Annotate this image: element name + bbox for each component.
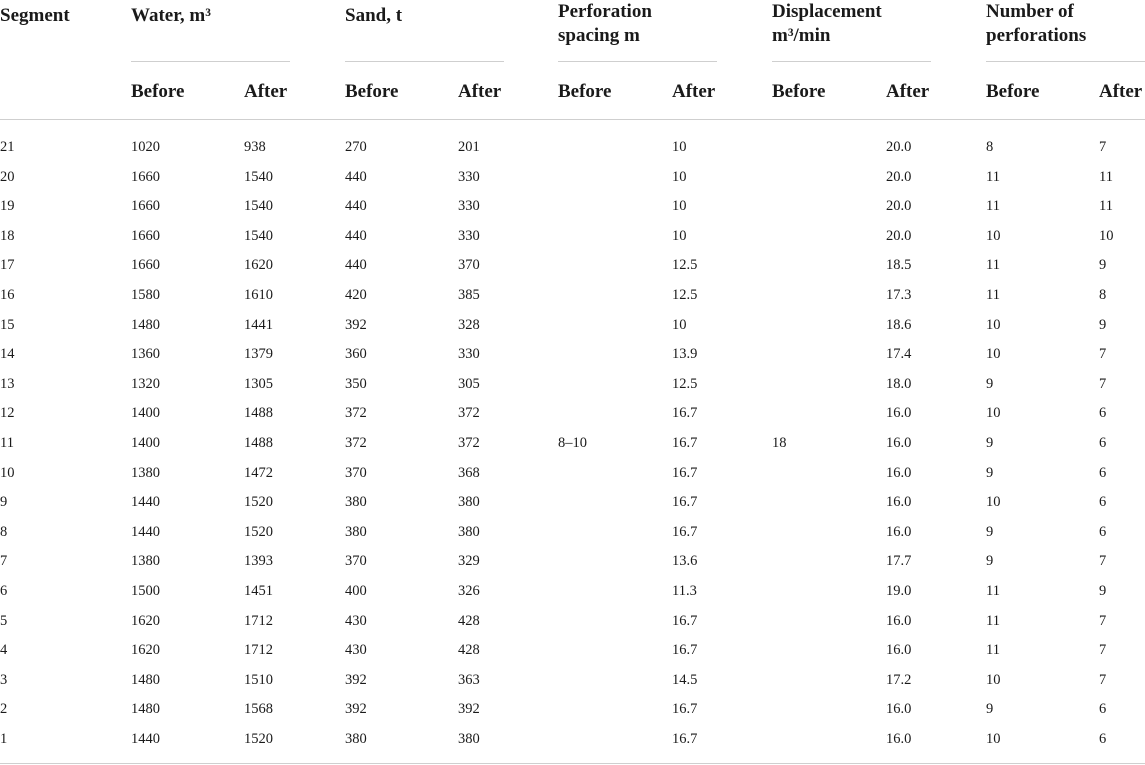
table-row: [0, 285, 1145, 315]
cell-spacing-after: 12.5: [672, 375, 698, 392]
cell-perforations-before: 8: [986, 139, 994, 155]
cell-perforations-before: 10: [986, 671, 1001, 688]
cell-water-before: 1660: [131, 168, 160, 185]
cell-segment: 9: [0, 494, 8, 511]
cell-displacement-after: 16.0: [886, 464, 912, 481]
divider-displacement: [772, 61, 931, 62]
cell-segment: 4: [0, 642, 8, 659]
cell-sand-before: 440: [345, 198, 367, 215]
subheader-displacement-after: After: [886, 81, 930, 102]
cell-perforations-after: 10: [1099, 227, 1114, 244]
cell-perforations-before: 9: [986, 701, 994, 718]
cell-sand-before: 380: [345, 523, 367, 540]
cell-perforations-before: 10: [986, 731, 1001, 747]
cell-spacing-after: 16.7: [672, 405, 698, 422]
cell-spacing-after: 13.6: [672, 553, 698, 570]
cell-segment: 19: [0, 198, 15, 215]
cell-perforations-after: 6: [1099, 494, 1107, 511]
header-bottom-rule: [0, 119, 1145, 120]
subheader-water-before: Before: [131, 81, 185, 102]
cell-sand-before: 370: [345, 553, 367, 570]
cell-sand-after: 368: [458, 464, 480, 481]
cell-perforations-after: 6: [1099, 464, 1107, 481]
table-row: [0, 492, 1145, 522]
header-perforation-spacing-line2: spacing m: [558, 25, 640, 46]
cell-perforations-before: 11: [986, 168, 1000, 185]
cell-water-before: 1360: [131, 346, 160, 363]
cell-sand-after: 326: [458, 583, 480, 599]
cell-spacing-after: 10: [672, 168, 687, 185]
table-row: [0, 196, 1145, 226]
cell-perforations-after: 9: [1099, 583, 1107, 599]
table-row: [0, 137, 1145, 167]
table-row: [0, 167, 1145, 197]
cell-perforations-before: 11: [986, 287, 1000, 303]
cell-sand-before: 430: [345, 642, 367, 659]
cell-sand-after: 428: [458, 642, 480, 659]
cell-segment: 16: [0, 287, 15, 303]
cell-displacement-after: 20.0: [886, 168, 912, 185]
cell-perforations-after: 6: [1099, 523, 1107, 540]
cell-sand-before: 380: [345, 731, 367, 747]
cell-segment: 7: [0, 553, 8, 570]
cell-perforations-after: 7: [1099, 612, 1107, 629]
cell-displacement-after: 16.0: [886, 701, 912, 718]
cell-water-before: 1500: [131, 583, 160, 599]
cell-water-before: 1440: [131, 731, 160, 747]
table-row: [0, 255, 1145, 285]
cell-water-after: 1568: [244, 701, 273, 718]
cell-segment: 12: [0, 405, 15, 422]
cell-perforations-before: 10: [986, 346, 1001, 363]
cell-segment: 2: [0, 701, 8, 718]
cell-perforations-before: 10: [986, 494, 1001, 511]
cell-perforations-after: 6: [1099, 405, 1107, 422]
cell-perforations-after: 6: [1099, 731, 1107, 747]
cell-sand-before: 380: [345, 494, 367, 511]
table-row: [0, 729, 1145, 759]
cell-sand-before: 392: [345, 701, 367, 718]
cell-sand-after: 385: [458, 287, 480, 303]
cell-segment: 8: [0, 523, 8, 540]
cell-water-before: 1480: [131, 671, 160, 688]
cell-perforations-before: 10: [986, 405, 1001, 422]
table-row: [0, 315, 1145, 345]
cell-perforations-after: 11: [1099, 198, 1113, 215]
cell-sand-after: 392: [458, 701, 480, 718]
table-row: [0, 403, 1145, 433]
cell-water-after: 1472: [244, 464, 273, 481]
cell-segment: 17: [0, 257, 15, 274]
cell-sand-before: 372: [345, 405, 367, 422]
cell-segment: 1: [0, 731, 8, 747]
cell-sand-after: 370: [458, 257, 480, 274]
cell-spacing-after: 16.7: [672, 523, 698, 540]
cell-perforations-before: 9: [986, 553, 994, 570]
cell-sand-after: 372: [458, 435, 480, 451]
cell-water-before: 1660: [131, 227, 160, 244]
cell-segment: 15: [0, 316, 15, 333]
table-row: [0, 640, 1145, 670]
cell-spacing-before: 8–10: [558, 435, 587, 451]
header-displacement-line1: Displacement: [772, 1, 882, 22]
cell-perforations-after: 7: [1099, 642, 1107, 659]
cell-perforations-after: 9: [1099, 316, 1107, 333]
cell-displacement-before: 18: [772, 435, 787, 451]
cell-water-after: 1540: [244, 168, 273, 185]
table-row: [0, 433, 1145, 463]
cell-sand-after: 428: [458, 612, 480, 629]
cell-sand-before: 392: [345, 671, 367, 688]
cell-perforations-before: 9: [986, 435, 994, 451]
cell-spacing-after: 16.7: [672, 464, 698, 481]
cell-sand-before: 400: [345, 583, 367, 599]
cell-spacing-after: 13.9: [672, 346, 698, 363]
cell-water-after: 1488: [244, 435, 273, 451]
cell-perforations-before: 9: [986, 523, 994, 540]
cell-perforations-after: 7: [1099, 553, 1107, 570]
cell-displacement-after: 16.0: [886, 405, 912, 422]
subheader-displacement-before: Before: [772, 81, 826, 102]
cell-displacement-after: 16.0: [886, 494, 912, 511]
cell-segment: 3: [0, 671, 8, 688]
cell-perforations-before: 11: [986, 642, 1000, 659]
table-row: [0, 611, 1145, 641]
cell-perforations-before: 9: [986, 375, 994, 392]
cell-sand-before: 392: [345, 316, 367, 333]
cell-water-after: 1520: [244, 731, 273, 747]
cell-sand-before: 420: [345, 287, 367, 303]
cell-sand-after: 380: [458, 731, 480, 747]
header-displacement: [772, 0, 882, 48]
cell-water-before: 1440: [131, 494, 160, 511]
cell-sand-after: 330: [458, 346, 480, 363]
cell-water-before: 1580: [131, 287, 160, 303]
cell-water-before: 1620: [131, 642, 160, 659]
cell-perforations-after: 11: [1099, 168, 1113, 185]
cell-perforations-before: 10: [986, 227, 1001, 244]
cell-sand-after: 330: [458, 227, 480, 244]
table-row: [0, 226, 1145, 256]
cell-water-before: 1020: [131, 139, 160, 155]
cell-sand-after: 330: [458, 168, 480, 185]
cell-spacing-after: 16.7: [672, 494, 698, 511]
table-row: [0, 581, 1145, 611]
cell-displacement-after: 20.0: [886, 227, 912, 244]
cell-water-before: 1400: [131, 405, 160, 422]
cell-spacing-after: 16.7: [672, 701, 698, 718]
cell-segment: 13: [0, 375, 15, 392]
cell-sand-after: 380: [458, 494, 480, 511]
cell-displacement-after: 18.5: [886, 257, 912, 274]
table-row: [0, 670, 1145, 700]
cell-water-after: 1393: [244, 553, 273, 570]
table-row: [0, 344, 1145, 374]
cell-spacing-after: 11.3: [672, 583, 697, 599]
cell-perforations-after: 8: [1099, 287, 1107, 303]
cell-sand-before: 440: [345, 257, 367, 274]
cell-spacing-after: 12.5: [672, 257, 698, 274]
cell-perforations-after: 7: [1099, 671, 1107, 688]
table-row: [0, 551, 1145, 581]
cell-sand-after: 328: [458, 316, 480, 333]
subheader-perforations-after: After: [1099, 81, 1143, 102]
divider-perforation-spacing: [558, 61, 717, 62]
cell-displacement-after: 18.6: [886, 316, 912, 333]
cell-sand-before: 370: [345, 464, 367, 481]
cell-displacement-after: 18.0: [886, 375, 912, 392]
cell-displacement-after: 17.4: [886, 346, 912, 363]
cell-water-before: 1480: [131, 316, 160, 333]
cell-sand-before: 360: [345, 346, 367, 363]
cell-water-after: 1540: [244, 227, 273, 244]
subheader-sand-before: Before: [345, 81, 399, 102]
cell-sand-after: 201: [458, 139, 480, 155]
divider-water: [131, 61, 290, 62]
cell-perforations-after: 6: [1099, 435, 1107, 451]
cell-water-before: 1380: [131, 553, 160, 570]
cell-water-after: 1712: [244, 642, 273, 659]
cell-displacement-after: 19.0: [886, 583, 912, 599]
cell-water-after: 1540: [244, 198, 273, 215]
cell-displacement-after: 16.0: [886, 642, 912, 659]
cell-perforations-after: 7: [1099, 346, 1107, 363]
cell-sand-after: 305: [458, 375, 480, 392]
cell-displacement-after: 16.0: [886, 612, 912, 629]
cell-perforations-after: 7: [1099, 139, 1107, 155]
cell-perforations-before: 11: [986, 198, 1000, 215]
cell-water-after: 1451: [244, 583, 273, 599]
cell-sand-before: 440: [345, 168, 367, 185]
cell-water-before: 1400: [131, 435, 160, 451]
cell-sand-after: 372: [458, 405, 480, 422]
cell-perforations-after: 9: [1099, 257, 1107, 274]
cell-perforations-before: 11: [986, 583, 1000, 599]
cell-displacement-after: 16.0: [886, 523, 912, 540]
cell-sand-before: 440: [345, 227, 367, 244]
cell-water-before: 1480: [131, 701, 160, 718]
cell-spacing-after: 16.7: [672, 435, 698, 451]
subheader-sand-after: After: [458, 81, 502, 102]
cell-displacement-after: 17.7: [886, 553, 912, 570]
divider-number-of-perforations: [986, 61, 1145, 62]
table-bottom-rule: [0, 763, 1145, 764]
cell-water-before: 1620: [131, 612, 160, 629]
cell-perforations-after: 6: [1099, 701, 1107, 718]
cell-displacement-after: 17.3: [886, 287, 912, 303]
cell-segment: 18: [0, 227, 15, 244]
cell-displacement-after: 16.0: [886, 435, 912, 451]
cell-perforations-before: 9: [986, 464, 994, 481]
header-number-of-perforations: [986, 0, 1086, 48]
cell-segment: 10: [0, 464, 15, 481]
cell-spacing-after: 12.5: [672, 287, 698, 303]
cell-spacing-after: 14.5: [672, 671, 698, 688]
cell-perforations-before: 10: [986, 316, 1001, 333]
cell-perforations-before: 11: [986, 612, 1000, 629]
cell-segment: 20: [0, 168, 15, 185]
cell-spacing-after: 16.7: [672, 612, 698, 629]
cell-segment: 14: [0, 346, 15, 363]
cell-sand-before: 350: [345, 375, 367, 392]
divider-sand: [345, 61, 504, 62]
cell-segment: 21: [0, 139, 15, 155]
header-perforation-spacing-line1: Perforation: [558, 1, 652, 22]
cell-sand-after: 330: [458, 198, 480, 215]
table-row: [0, 463, 1145, 493]
cell-water-after: 1520: [244, 523, 273, 540]
cell-water-after: 938: [244, 139, 266, 155]
cell-spacing-after: 16.7: [672, 731, 698, 747]
cell-water-after: 1305: [244, 375, 273, 392]
cell-displacement-after: 20.0: [886, 198, 912, 215]
cell-spacing-after: 10: [672, 227, 687, 244]
cell-water-before: 1660: [131, 198, 160, 215]
cell-water-after: 1610: [244, 287, 273, 303]
cell-sand-after: 329: [458, 553, 480, 570]
header-sand: Sand, t: [345, 5, 403, 26]
header-segment: Segment: [0, 5, 70, 26]
cell-water-after: 1379: [244, 346, 273, 363]
cell-segment: 6: [0, 583, 8, 599]
cell-segment: 5: [0, 612, 8, 629]
cell-sand-before: 270: [345, 139, 367, 155]
cell-water-after: 1712: [244, 612, 273, 629]
cell-water-after: 1441: [244, 316, 273, 333]
cell-segment: 11: [0, 435, 14, 451]
cell-sand-after: 363: [458, 671, 480, 688]
table-row: [0, 522, 1145, 552]
table-row: [0, 374, 1145, 404]
cell-perforations-after: 7: [1099, 375, 1107, 392]
cell-water-before: 1380: [131, 464, 160, 481]
cell-water-after: 1488: [244, 405, 273, 422]
header-number-of-perforations-line1: Number of: [986, 1, 1074, 22]
cell-spacing-after: 10: [672, 198, 687, 215]
cell-water-after: 1520: [244, 494, 273, 511]
table-row: [0, 699, 1145, 729]
cell-displacement-after: 16.0: [886, 731, 912, 747]
cell-displacement-after: 20.0: [886, 139, 912, 155]
cell-spacing-after: 16.7: [672, 642, 698, 659]
cell-sand-before: 372: [345, 435, 367, 451]
header-displacement-line2: m³/min: [772, 25, 831, 46]
subheader-water-after: After: [244, 81, 288, 102]
header-number-of-perforations-line2: perforations: [986, 25, 1087, 46]
header-water: Water, m³: [131, 5, 211, 26]
cell-displacement-after: 17.2: [886, 671, 912, 688]
cell-sand-before: 430: [345, 612, 367, 629]
cell-water-after: 1620: [244, 257, 273, 274]
cell-water-before: 1440: [131, 523, 160, 540]
cell-water-after: 1510: [244, 671, 273, 688]
subheader-perforations-before: Before: [986, 81, 1040, 102]
header-perforation-spacing: [558, 0, 652, 48]
cell-perforations-before: 11: [986, 257, 1000, 274]
subheader-spacing-after: After: [672, 81, 716, 102]
cell-water-before: 1320: [131, 375, 160, 392]
cell-spacing-after: 10: [672, 316, 687, 333]
subheader-spacing-before: Before: [558, 81, 612, 102]
cell-water-before: 1660: [131, 257, 160, 274]
cell-sand-after: 380: [458, 523, 480, 540]
cell-spacing-after: 10: [672, 139, 687, 155]
